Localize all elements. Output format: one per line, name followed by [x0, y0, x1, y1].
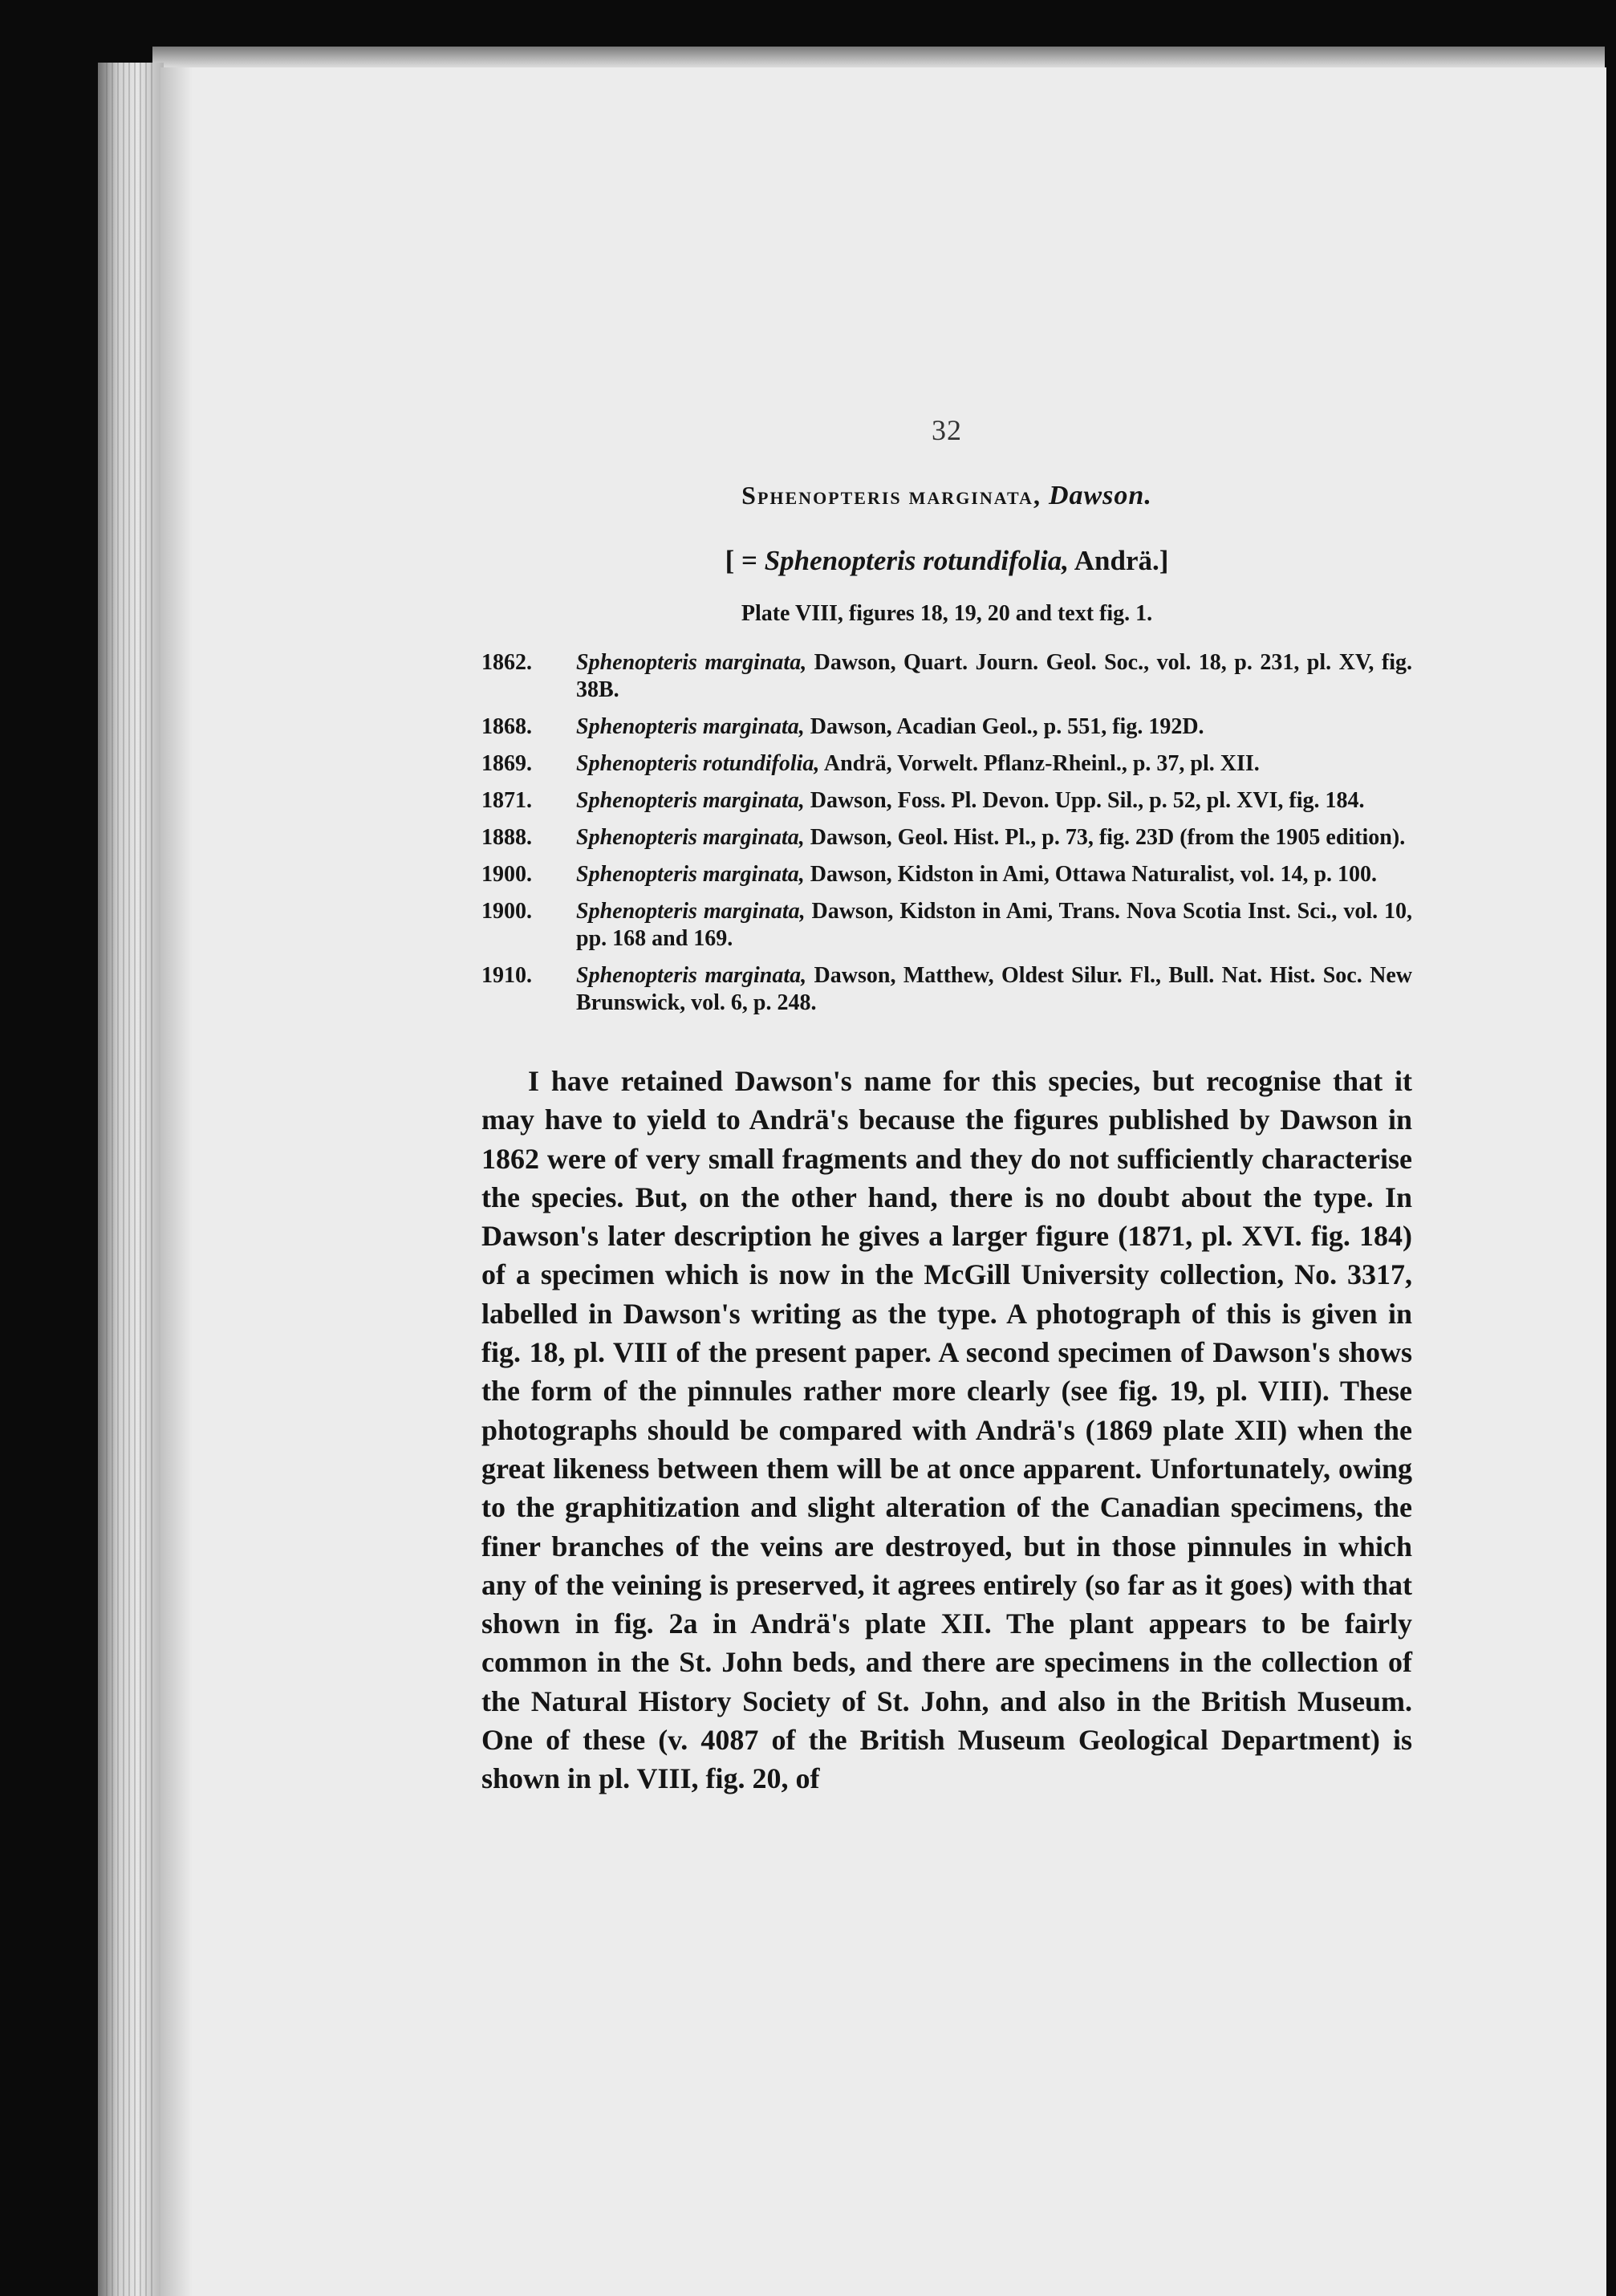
synonym-open: [ =: [725, 545, 765, 576]
synonym-author: Andrä.]: [1068, 545, 1169, 576]
synonym-name: Sphenopteris rotundifolia,: [764, 545, 1069, 576]
heading-genus: Sphenopteris: [741, 481, 902, 510]
synonymy-entry: [481, 824, 1412, 851]
entry-year: 1869.: [481, 751, 532, 776]
entry-name: Sphenopteris marginata,: [576, 825, 805, 850]
entry-citation: Dawson, Kidston in Ami, Trans. Nova Scotia Inst. Sci., vol. 10, pp. 168 and 169.: [576, 899, 1412, 951]
page-content: [481, 413, 1412, 1798]
entry-name: Sphenopteris marginata,: [576, 963, 807, 988]
entry-year: 1871.: [481, 788, 532, 813]
entry-citation: Dawson, Geol. Hist. Pl., p. 73, fig. 23D (from the 1905 edition).: [804, 825, 1406, 850]
synonymy-list: [481, 649, 1412, 1017]
entry-citation: Dawson, Matthew, Oldest Silur. Fl., Bull. Nat. Hist. Soc. New Brunswick, vol. 6, p. 248.: [576, 963, 1413, 1015]
entry-citation: Dawson, Kidston in Ami, Ottawa Naturalist, vol. 14, p. 100.: [804, 862, 1378, 887]
book-page-edges: [98, 63, 164, 2296]
synonymy-entry: [481, 861, 1412, 888]
entry-name: Sphenopteris marginata,: [576, 788, 805, 813]
body-paragraph: I have retained Dawson's name for this species, but recognise that it may have to yield to Andrä's because the figures published by Dawson in 1862 were of very small fragments and they do not sufficiently characterise the species. But, on the other hand, there is no doubt about the type. In Dawson's later description he gives a larger figure (1871, pl. XVI. fig. 184) of a specimen which is now in the McGill University collection, No. 3317, labelled in Dawson's writing as the type. A photograph of this is given in fig. 18, pl. VIII of the present paper. A second specimen of Dawson's shows the form of the pinnules rather more clearly (see fig. 19, pl. VIII). These photographs should be compared with Andrä's (1869 plate XII) when the great likeness between them will be at once apparent. Unfortunately, owing to the graphitization and slight alteration of the Canadian specimens, the finer branches of the veins are destroyed, but in those pinnules in which any of the veining is preserved, it agrees entirely (so far as it goes) with that shown in fig. 2a in Andrä's plate XII. The plant appears to be fairly common in the St. John beds, and there are specimens in the collection of the Natural History Society of St. John, and also in the British Museum. One of these (v. 4087 of the British Museum Geological Department) is shown in pl. VIII, fig. 20, of: [481, 1065, 1412, 1795]
synonymy-entry: [481, 649, 1412, 704]
entry-year: 1868.: [481, 714, 532, 739]
entry-name: Sphenopteris rotundifolia,: [576, 751, 820, 776]
species-heading: [481, 481, 1412, 511]
plate-reference: Plate VIII, figures 18, 19, 20 and text fig. 1.: [741, 601, 1153, 626]
entry-name: Sphenopteris marginata,: [576, 714, 805, 739]
entry-year: 1900.: [481, 862, 532, 887]
entry-name: Sphenopteris marginata,: [576, 862, 805, 887]
synonymy-entry: [481, 750, 1412, 778]
entry-year: 1888.: [481, 825, 532, 850]
heading-author: Dawson.: [1048, 481, 1152, 510]
entry-year: 1900.: [481, 899, 532, 924]
entry-citation: Dawson, Quart. Journ. Geol. Soc., vol. 18, p. 231, pl. XV, fig. 38B.: [576, 650, 1412, 702]
synonymy-entry: [481, 713, 1412, 741]
synonymy-entry: [481, 962, 1412, 1017]
entry-year: 1862.: [481, 650, 532, 675]
entry-citation: Dawson, Acadian Geol., p. 551, fig. 192D.: [804, 714, 1204, 739]
synonym-line: [481, 545, 1412, 577]
synonymy-entry: [481, 787, 1412, 815]
entry-name: Sphenopteris marginata,: [576, 899, 806, 924]
entry-citation: Dawson, Foss. Pl. Devon. Upp. Sil., p. 52, pl. XVI, fig. 184.: [804, 788, 1365, 813]
page-number: 32: [932, 414, 962, 446]
synonymy-entry: [481, 898, 1412, 953]
spine-shadow: [160, 67, 193, 2296]
entry-citation: Andrä, Vorwelt. Pflanz-Rheinl., p. 37, pl. XII.: [819, 751, 1260, 776]
heading-species: marginata,: [908, 481, 1041, 510]
entry-name: Sphenopteris marginata,: [576, 650, 807, 675]
entry-year: 1910.: [481, 963, 532, 988]
